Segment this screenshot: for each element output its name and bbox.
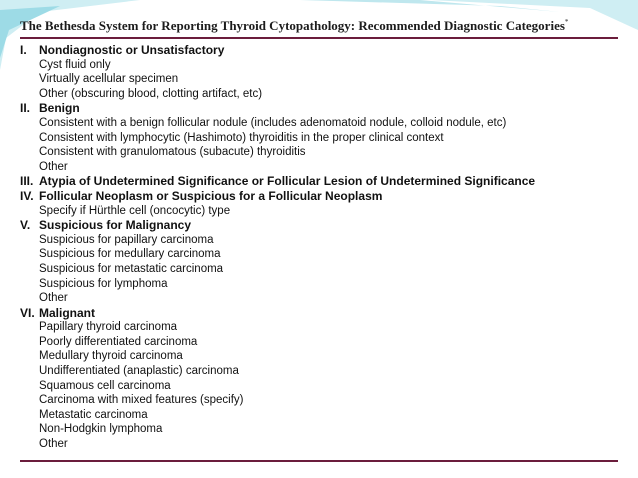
category-name: Nondiagnostic or Unsatisfactory	[39, 43, 225, 57]
list-item: Suspicious for lymphoma	[39, 277, 168, 290]
list-item: Suspicious for papillary carcinoma	[39, 233, 214, 246]
list-item: Metastatic carcinoma	[39, 408, 148, 421]
list-item: Suspicious for metastatic carcinoma	[39, 262, 224, 275]
list-item: Medullary thyroid carcinoma	[39, 350, 183, 363]
category-heading	[20, 101, 618, 116]
category-4	[20, 189, 618, 218]
category-name: Malignant	[39, 305, 95, 320]
category-1	[20, 43, 618, 101]
list-item: Consistent with granulomatous (subacute) thyroiditis	[39, 146, 306, 159]
category-numeral: I.	[20, 43, 27, 57]
list-item: Poorly differentiated carcinoma	[39, 335, 198, 348]
list-item: Consistent with a benign follicular nodule (includes adenomatoid nodule, colloid nodule, etc)	[39, 116, 507, 129]
category-3	[20, 174, 618, 189]
list-item: Other	[39, 438, 68, 451]
category-heading	[20, 189, 618, 204]
title-footnote-marker: *	[564, 18, 569, 26]
category-5	[20, 218, 618, 306]
category-numeral: V.	[20, 218, 31, 233]
category-name: Benign	[39, 101, 80, 116]
title-divider	[20, 37, 618, 39]
list-item: Virtually acellular specimen	[39, 73, 179, 86]
category-2	[20, 101, 618, 174]
category-heading	[20, 43, 618, 58]
list-item: Other (obscuring blood, clotting artifact, etc)	[39, 87, 263, 100]
category-heading	[20, 218, 618, 233]
list-item: Consistent with lymphocytic (Hashimoto) thyroiditis in the proper clinical context	[39, 131, 444, 144]
category-numeral: IV.	[20, 188, 34, 203]
category-numeral: II.	[20, 101, 31, 116]
list-item: Suspicious for medullary carcinoma	[39, 248, 221, 261]
category-heading	[20, 306, 618, 321]
list-item: Squamous cell carcinoma	[39, 379, 171, 392]
table-title	[20, 14, 618, 34]
table-title-text: The Bethesda System for Reporting Thyroid Cytopathology: Recommended Diagnostic Categories	[20, 18, 565, 33]
list-item: Specify if Hürthle cell (oncocytic) type	[39, 204, 231, 217]
category-6	[20, 306, 618, 452]
list-item: Undifferentiated (anaplastic) carcinoma	[39, 365, 239, 378]
list-item: Other	[39, 160, 68, 173]
category-name: Follicular Neoplasm or Suspicious for a Follicular Neoplasm	[39, 188, 383, 203]
category-numeral: III.	[20, 174, 34, 189]
category-list	[20, 43, 618, 452]
category-name: Suspicious for Malignancy	[39, 218, 192, 233]
list-item: Non-Hodgkin lymphoma	[39, 423, 163, 436]
list-item: Papillary thyroid carcinoma	[39, 321, 178, 334]
list-item: Cyst fluid only	[39, 58, 111, 71]
category-numeral: VI.	[20, 305, 35, 320]
list-item: Other	[39, 292, 68, 305]
list-item: Carcinoma with mixed features (specify)	[39, 394, 244, 407]
bottom-divider	[20, 460, 618, 462]
category-heading	[20, 174, 618, 189]
category-name: Atypia of Undetermined Significance or Follicular Lesion of Undetermined Significance	[39, 174, 536, 189]
